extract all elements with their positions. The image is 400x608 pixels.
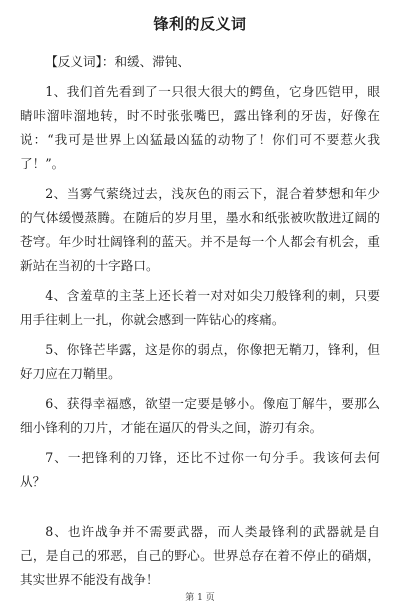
- paragraph-antonyms: 【反义词】：和缓、滞钝、: [45, 54, 191, 69]
- paragraph-2: 2、当雾气萦绕过去，浅灰色的雨云下，混合着梦想和年少的气体缓慢蒸腾。在随后的岁月里，墨水和纸张被吹散进辽阔的苍穹。年少时壮阔锋利的蓝天。并不是每一个人都会有机会，重新站在当初的十字路口。: [20, 186, 380, 273]
- paragraph-7: 7、一把锋利的刀锋，还比不过你一句分手。我该何去何从？: [20, 450, 380, 489]
- paragraph-1: 1、我们首先看到了一只很大很大的鳄鱼，它身匹铠甲，眼睛咔溜咔溜地转，时不时张张嘴巴，露出锋利的牙齿，好像在说：“我可是世界上凶猛最凶猛的动物了！你们可不要惹火我了！”。: [20, 84, 380, 171]
- paragraph-6: 6、获得幸福感，欲望一定要是够小。像庖丁解牛，要那么细小锋利的刀片，才能在逼仄的骨头之间，游刃有余。: [20, 396, 380, 435]
- paragraph-5: 5、你锋芒毕露，这是你的弱点，你像把无鞘刀，锋利，但好刀应在刀鞘里。: [20, 342, 380, 381]
- paragraph-4: 4、含羞草的主茎上还长着一对对如尖刀般锋利的刺，只要用手往刺上一扎，你就会感到一阵钻心的疼痛。: [20, 288, 380, 327]
- document-title: 锋利的反义词: [153, 15, 247, 33]
- paragraph-8: 8、也许战争并不需要武器，而人类最锋利的武器就是自己，是自己的邪恶，自己的野心。世界总存在着不停止的硝烟，其实世界不能没有战争！: [20, 524, 380, 587]
- page-number: 第 1 页: [185, 593, 215, 603]
